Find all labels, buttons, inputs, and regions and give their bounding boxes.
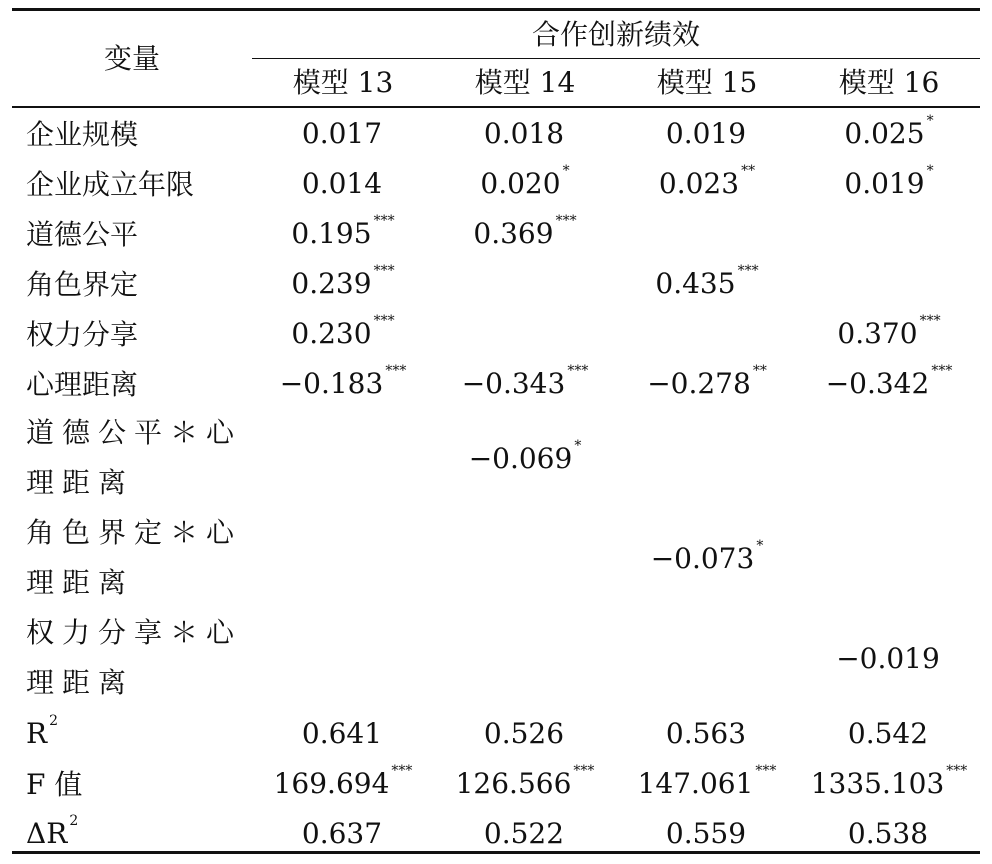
coefficient-cell: [434, 308, 616, 358]
row-label: [12, 258, 252, 308]
coefficient-cell: [616, 358, 798, 408]
coefficient-value: −0.278: [647, 366, 751, 400]
significance-stars: ***: [755, 762, 777, 779]
row-label-text: 企业成立年限: [26, 168, 195, 201]
row-label: [12, 608, 252, 708]
table-row: [12, 358, 980, 408]
table-body: [12, 108, 980, 858]
coefficient-cell: [434, 708, 616, 758]
table-row: [12, 608, 980, 708]
significance-stars: *: [926, 112, 934, 129]
coefficient-cell: [616, 508, 798, 608]
significance-stars: *: [562, 162, 570, 179]
row-label: [12, 358, 252, 408]
header-model-15: 模型 15: [656, 66, 758, 99]
header-model-13: 模型 13: [292, 66, 394, 99]
significance-stars: **: [752, 362, 767, 379]
coefficient-value: 147.061: [637, 766, 754, 800]
coefficient-cell: [616, 208, 798, 258]
row-label-superscript: 2: [69, 812, 79, 829]
coefficient-cell: [434, 158, 616, 208]
coefficient-value: 0.019: [844, 166, 925, 200]
row-label-text: 权力分享: [26, 318, 139, 351]
significance-stars: ***: [567, 362, 589, 379]
coefficient-cell: [798, 358, 980, 408]
coefficient-cell: [798, 258, 980, 308]
significance-stars: *: [574, 437, 582, 454]
row-label-superscript: 2: [49, 712, 59, 729]
coefficient-value: 0.023: [658, 166, 740, 200]
coefficient-cell: [434, 108, 616, 158]
row-label: [12, 108, 252, 158]
significance-stars: ***: [555, 212, 577, 229]
coefficient-value: 0.559: [665, 816, 747, 850]
coefficient-cell: [616, 108, 798, 158]
coefficient-cell: [434, 758, 616, 808]
coefficient-value: 0.637: [301, 816, 383, 850]
coefficient-value: 0.230: [291, 316, 372, 350]
header-variable: 变量: [103, 42, 160, 75]
coefficient-value: 0.526: [483, 716, 565, 750]
table-bottom-rule: [12, 851, 980, 854]
coefficient-value: 0.014: [301, 166, 383, 200]
coefficient-cell: [616, 258, 798, 308]
table-row: [12, 208, 980, 258]
coefficient-value: 0.370: [837, 316, 918, 350]
significance-stars: ***: [373, 212, 395, 229]
table-row: [12, 108, 980, 158]
coefficient-value: 0.017: [301, 116, 383, 150]
coefficient-cell: [434, 208, 616, 258]
row-label-text: 企业规模: [26, 118, 139, 151]
significance-stars: ***: [946, 762, 968, 779]
significance-stars: **: [741, 162, 756, 179]
significance-stars: ***: [373, 262, 395, 279]
coefficient-cell: [434, 358, 616, 408]
coefficient-cell: [798, 158, 980, 208]
row-label-text: F 值: [26, 768, 83, 801]
significance-stars: ***: [573, 762, 595, 779]
coefficient-cell: [616, 758, 798, 808]
significance-stars: ***: [391, 762, 413, 779]
significance-stars: ***: [373, 312, 395, 329]
coefficient-value: 0.018: [483, 116, 565, 150]
significance-stars: ***: [385, 362, 407, 379]
coefficient-cell: [252, 358, 434, 408]
coefficient-value: 0.019: [665, 116, 747, 150]
coefficient-cell: [798, 408, 980, 508]
coefficient-cell: [798, 608, 980, 708]
coefficient-cell: [252, 758, 434, 808]
row-label: [12, 208, 252, 258]
significance-stars: ***: [931, 362, 953, 379]
row-label: [12, 308, 252, 358]
row-label-text: 道德公平: [26, 218, 139, 251]
coefficient-value: −0.069: [468, 441, 573, 475]
row-label: [12, 758, 252, 808]
coefficient-value: 0.563: [665, 716, 747, 750]
table-row: [12, 708, 980, 758]
coefficient-cell: [798, 708, 980, 758]
coefficient-value: 0.369: [473, 216, 554, 250]
coefficient-cell: [252, 258, 434, 308]
coefficient-cell: [434, 608, 616, 708]
coefficient-cell: [252, 708, 434, 758]
coefficient-cell: [252, 308, 434, 358]
row-label: [12, 158, 252, 208]
coefficient-cell: [616, 408, 798, 508]
table-row: [12, 308, 980, 358]
coefficient-value: 0.020: [480, 166, 561, 200]
coefficient-value: −0.342: [825, 366, 930, 400]
coefficient-value: −0.343: [461, 366, 566, 400]
coefficient-value: 0.538: [847, 816, 929, 850]
coefficient-cell: [434, 508, 616, 608]
coefficient-value: 169.694: [273, 766, 390, 800]
coefficient-value: 0.195: [291, 216, 372, 250]
row-label: [12, 508, 252, 608]
coefficient-value: 0.239: [291, 266, 372, 300]
header-group: 合作创新绩效: [531, 18, 700, 51]
coefficient-cell: [434, 408, 616, 508]
table-row: [12, 258, 980, 308]
coefficient-value: 0.542: [847, 716, 929, 750]
coefficient-cell: [616, 708, 798, 758]
row-label: [12, 408, 252, 508]
coefficient-cell: [798, 308, 980, 358]
coefficient-cell: [798, 108, 980, 158]
coefficient-cell: [252, 158, 434, 208]
row-label-text: R: [26, 716, 48, 750]
table-row: [12, 508, 980, 608]
coefficient-cell: [434, 258, 616, 308]
coefficient-cell: [798, 508, 980, 608]
row-label-text: ΔR: [26, 816, 68, 850]
row-label-text: 角色界定: [26, 268, 139, 301]
row-label-text: 心理距离: [26, 368, 139, 401]
coefficient-cell: [252, 108, 434, 158]
coefficient-value: 0.435: [655, 266, 736, 300]
coefficient-value: 0.641: [301, 716, 383, 750]
significance-stars: ***: [919, 312, 941, 329]
coefficient-value: 1335.103: [810, 766, 945, 800]
coefficient-cell: [798, 208, 980, 258]
table-row: [12, 758, 980, 808]
significance-stars: ***: [737, 262, 759, 279]
row-label-text: 道德公平＊心理距离: [26, 416, 243, 499]
significance-stars: *: [756, 537, 764, 554]
coefficient-cell: [252, 408, 434, 508]
significance-stars: *: [926, 162, 934, 179]
coefficient-cell: [252, 608, 434, 708]
table-row: [12, 158, 980, 208]
coefficient-value: −0.019: [836, 641, 940, 675]
coefficient-value: 0.522: [483, 816, 565, 850]
table-row: [12, 408, 980, 508]
coefficient-value: 126.566: [455, 766, 572, 800]
row-label-text: 权力分享＊心理距离: [26, 616, 243, 699]
coefficient-cell: [616, 608, 798, 708]
row-label-text: 角色界定＊心理距离: [26, 516, 243, 599]
header-model-14: 模型 14: [474, 66, 576, 99]
coefficient-cell: [252, 208, 434, 258]
coefficient-cell: [616, 308, 798, 358]
coefficient-value: −0.183: [279, 366, 384, 400]
row-label: [12, 708, 252, 758]
coefficient-cell: [798, 758, 980, 808]
coefficient-cell: [252, 508, 434, 608]
coefficient-value: −0.073: [650, 541, 755, 575]
header-model-16: 模型 16: [838, 66, 940, 99]
coefficient-cell: [616, 158, 798, 208]
coefficient-value: 0.025: [844, 116, 925, 150]
